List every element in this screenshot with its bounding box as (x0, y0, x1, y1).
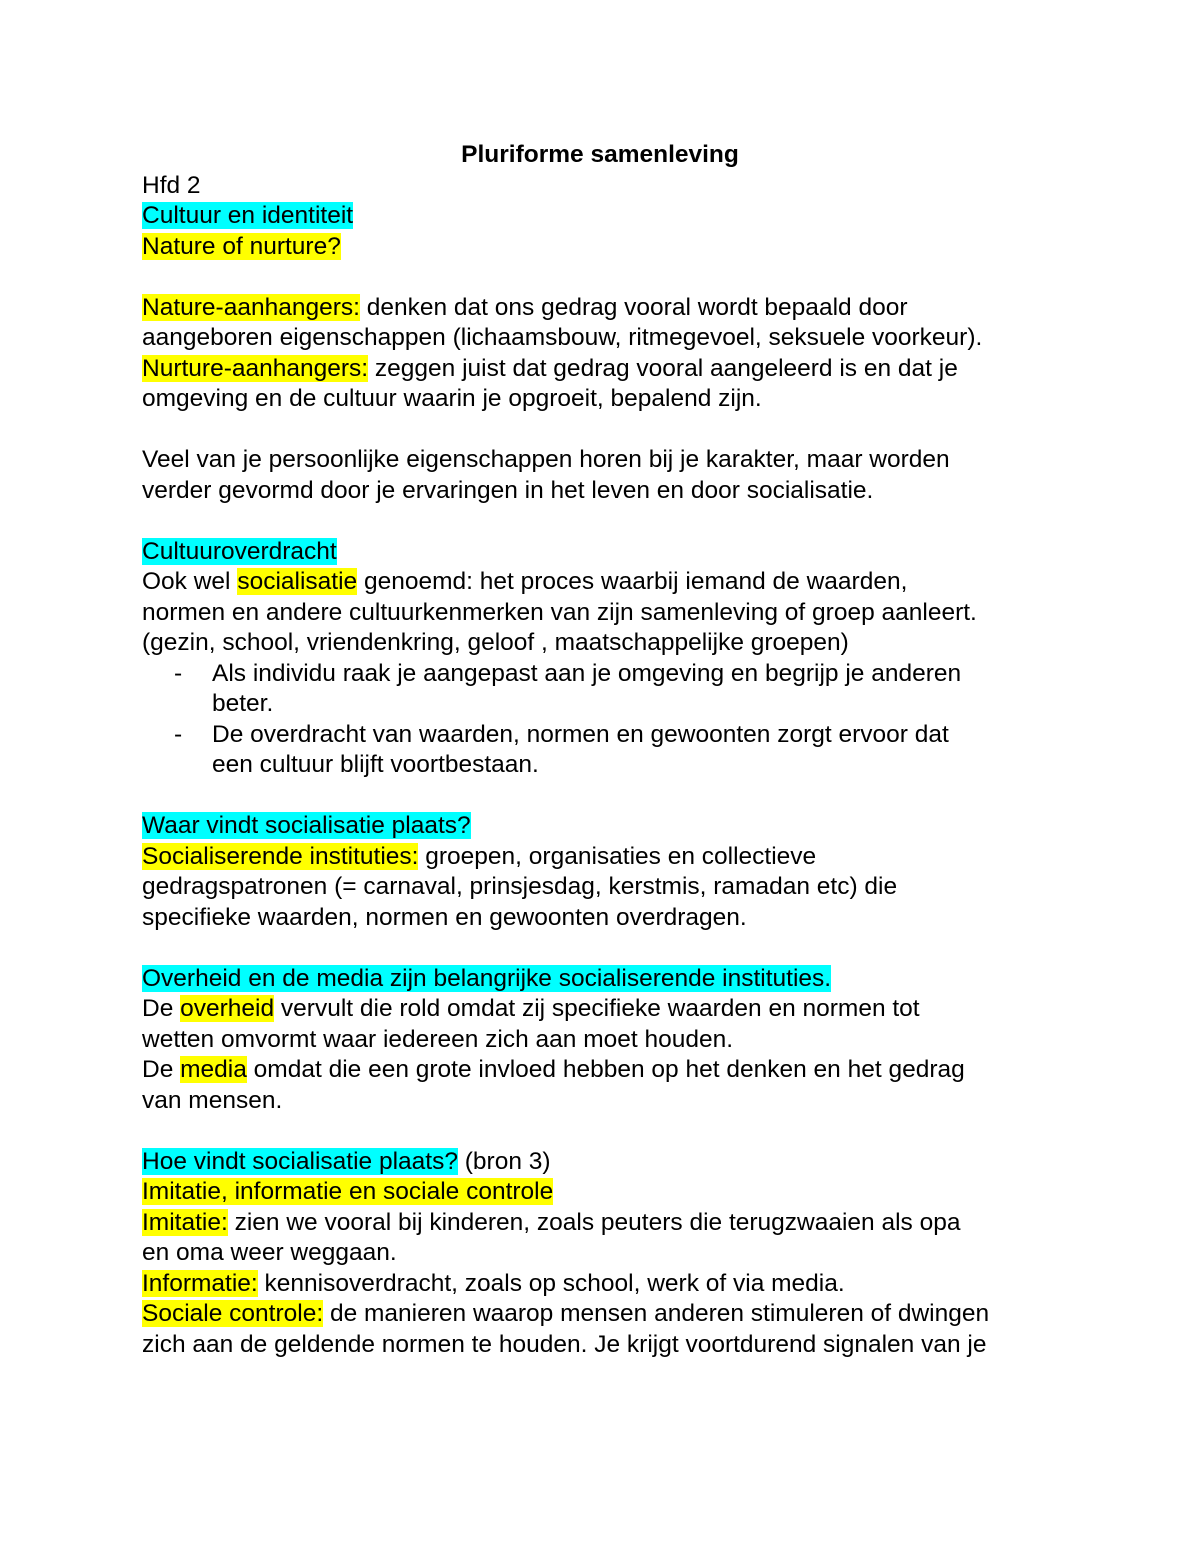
blank-line (142, 1116, 1062, 1147)
paragraph-text: (gezin, school, vriendenkring, geloof , maatschappelijke groepen) (142, 629, 849, 656)
list-item (142, 659, 1062, 720)
paragraph-text: Ook wel (142, 568, 238, 595)
blank-line (142, 262, 1062, 293)
heading-waar-socialisatie: Waar vindt socialisatie plaats? (142, 812, 471, 839)
document-title: Pluriforme samenleving (461, 141, 739, 168)
blank-line (142, 415, 1062, 446)
paragraph-text: zeggen juist dat gedrag vooral aangeleerd is en dat je (368, 354, 958, 382)
paragraph-text: zien we vooral bij kinderen, zoals peuters die terugzwaaien als opa (227, 1208, 961, 1236)
paragraph-text: vervult die rold omdat zij specifieke waarden en normen tot (274, 995, 920, 1022)
blank-line (142, 781, 1062, 812)
paragraph-text: verder gevormd door je ervaringen in het leven en door socialisatie. (142, 476, 874, 504)
blank-line (142, 506, 1062, 537)
paragraph-text: De (142, 1056, 181, 1083)
list-item (142, 720, 1062, 781)
paragraph-text: van mensen. (142, 1086, 283, 1114)
paragraph-text: Veel van je persoonlijke eigenschappen horen bij je karakter, maar worden (142, 446, 950, 473)
heading-nature-nurture: Nature of nurture? (142, 232, 341, 260)
paragraph-text: en oma weer weggaan. (142, 1239, 397, 1266)
term-sociale-controle: Sociale controle: (142, 1300, 324, 1327)
list-item-text: De overdracht van waarden, normen en gewoonten zorgt ervoor dat (212, 720, 949, 748)
list-item-text: beter. (212, 690, 274, 717)
paragraph-text: denken dat ons gedrag vooral wordt bepaald door (359, 293, 908, 321)
list-item-text: Als individu raak je aangepast aan je omgeving en begrijp je anderen (212, 659, 962, 687)
heading-overheid-media: Overheid en de media zijn belangrijke socialiserende instituties. (142, 964, 832, 992)
term-nature-aanhangers: Nature-aanhangers: (142, 293, 360, 321)
paragraph-text: genoemd: het proces waarbij iemand de waarden, (357, 568, 908, 595)
term-media: media (180, 1056, 247, 1083)
bullet-dash: - (174, 720, 183, 748)
term-imitatie: Imitatie: (142, 1208, 228, 1236)
bullet-dash: - (174, 659, 183, 687)
term-informatie: Informatie: (142, 1269, 258, 1297)
document-page (142, 140, 1062, 1360)
term-socialiserende-instituties: Socialiserende instituties: (142, 842, 419, 870)
paragraph-text: De (142, 995, 181, 1022)
paragraph-text: gedragspatronen (= carnaval, prinsjesdag, kerstmis, ramadan etc) die (142, 873, 898, 900)
term-socialisatie: socialisatie (237, 568, 358, 595)
heading-hoe-socialisatie: Hoe vindt socialisatie plaats? (142, 1147, 458, 1175)
paragraph-text: specifieke waarden, normen en gewoonten overdragen. (142, 903, 747, 931)
chapter-label: Hfd 2 (142, 171, 201, 199)
paragraph-text: groepen, organisaties en collectieve (418, 842, 817, 870)
paragraph-text: omgeving en de cultuur waarin je opgroeit, bepalend zijn. (142, 385, 762, 412)
paragraph-text: de manieren waarop mensen anderen stimuleren of dwingen (323, 1300, 990, 1327)
blank-line (142, 933, 1062, 964)
heading-cultuur-identiteit: Cultuur en identiteit (142, 202, 354, 229)
paragraph-text: zich aan de geldende normen te houden. Je krijgt voortdurend signalen van je (142, 1330, 987, 1358)
paragraph-text: omdat die een grote invloed hebben op het denken en het gedrag (246, 1056, 965, 1083)
term-overheid: overheid (180, 995, 275, 1022)
paragraph-text: normen en andere cultuurkenmerken van zijn samenleving of groep aanleert. (142, 598, 977, 626)
term-nurture-aanhangers: Nurture-aanhangers: (142, 354, 369, 382)
paragraph-text: aangeboren eigenschappen (lichaamsbouw, ritmegevoel, seksuele voorkeur). (142, 324, 983, 351)
paragraph-text: kennisoverdracht, zoals op school, werk of via media. (257, 1269, 845, 1297)
heading-cultuuroverdracht: Cultuuroverdracht (142, 537, 337, 565)
paragraph-text: wetten omvormt waar iedereen zich aan moet houden. (142, 1025, 734, 1053)
list-item-text: een cultuur blijft voortbestaan. (212, 751, 539, 778)
heading-imitatie-informatie-controle: Imitatie, informatie en sociale controle (142, 1178, 554, 1205)
source-reference: (bron 3) (457, 1147, 551, 1175)
